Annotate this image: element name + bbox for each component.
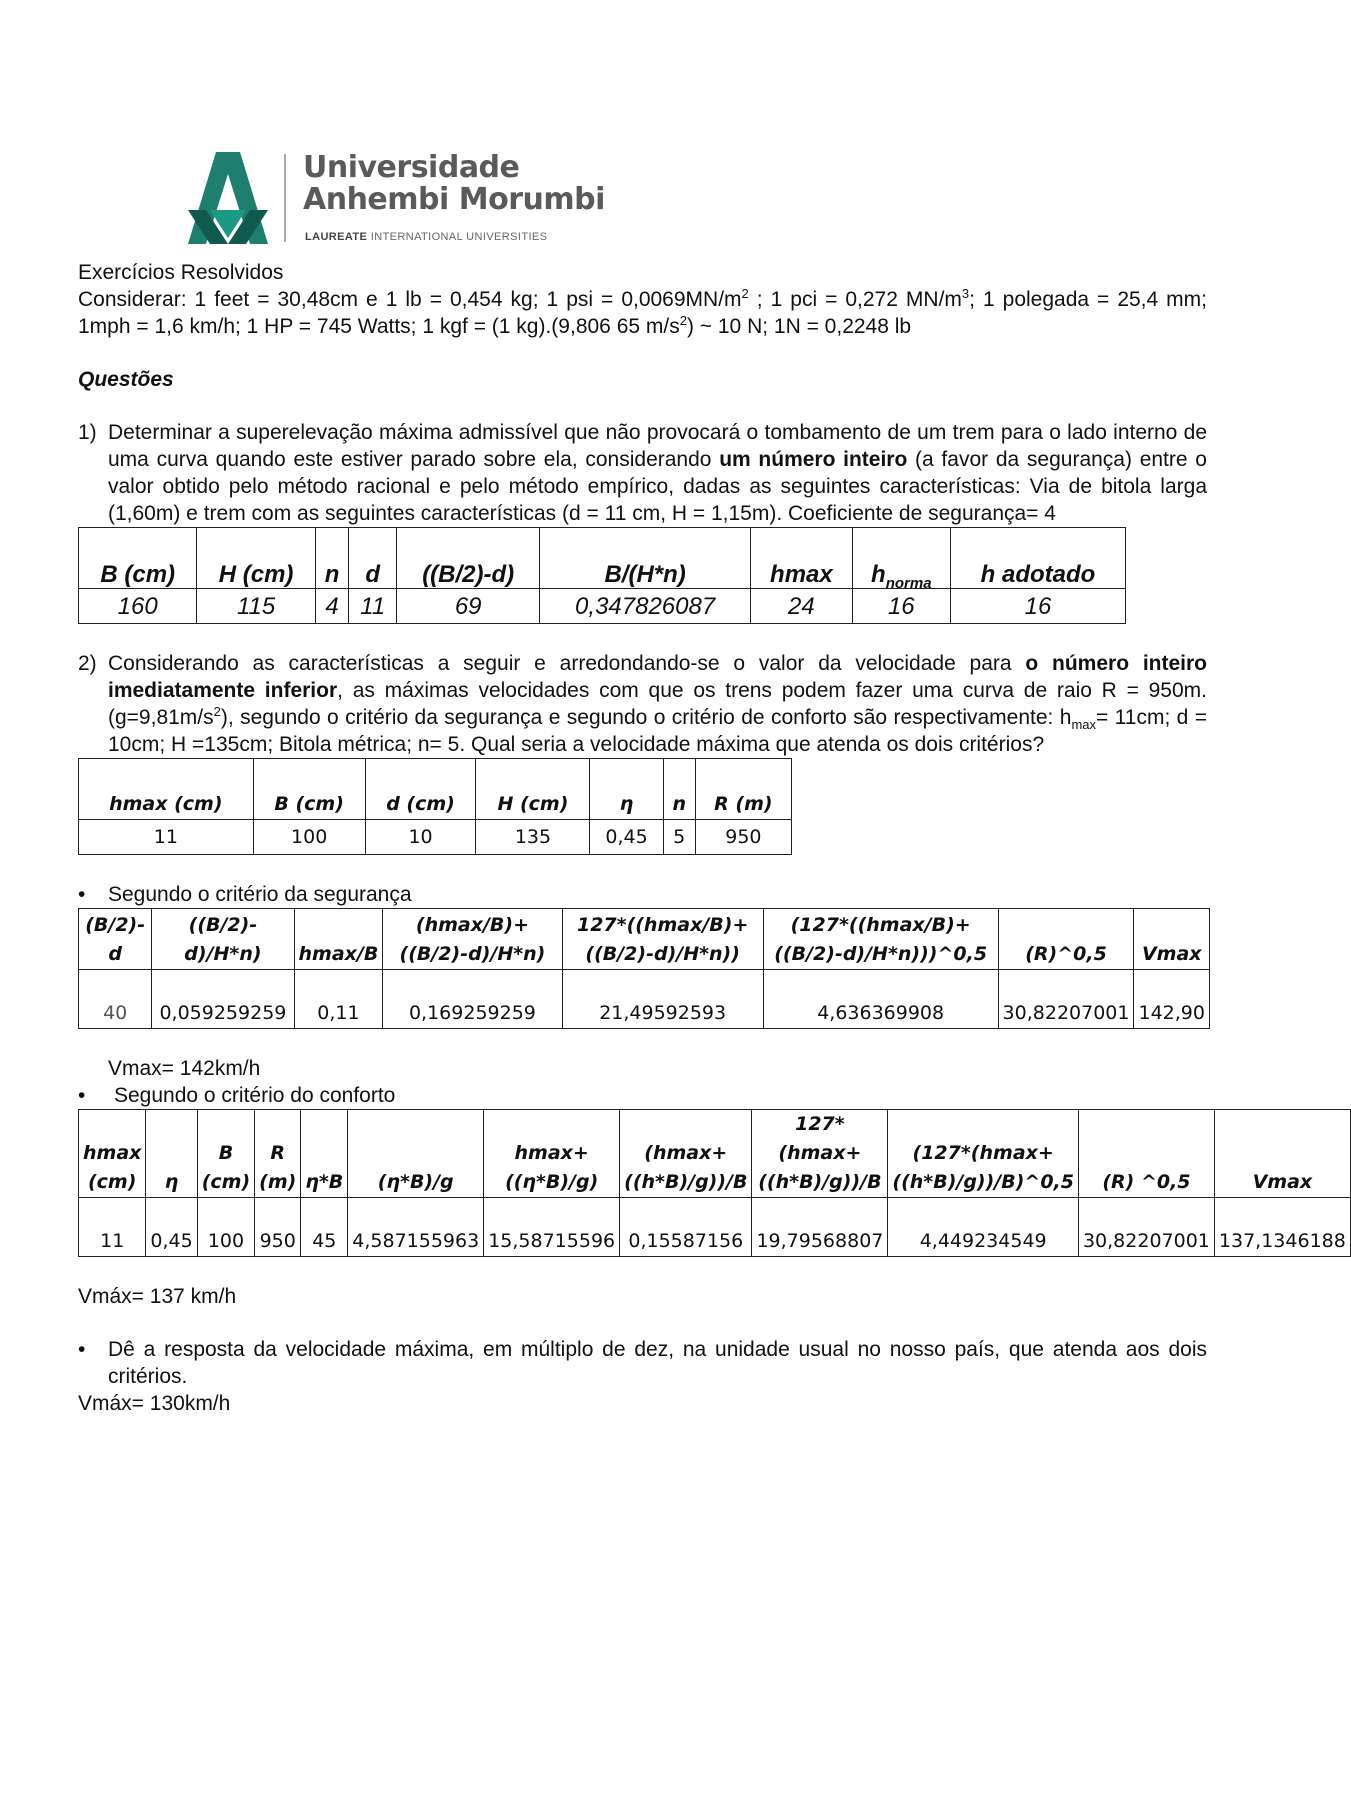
questions-title: Questões [78, 368, 174, 391]
safety-criterion-label: • Segundo o critério da segurança [78, 883, 412, 906]
logo-title-line1: Universidade [303, 150, 520, 185]
table-row: 11 100 10 135 0,45 5 950 [79, 820, 792, 855]
final-result: Vmáx= 130km/h [78, 1392, 231, 1415]
question-2-table: hmax (cm) B (cm) d (cm) H (cm) η n R (m) 11 100 10 135 0,45 5 950 [78, 758, 792, 855]
question-1: 1) Determinar a superelevação máxima admissível que não provocará o tombamento de um trem para o lado interno de uma curva quando este estiver parado sobre ela, considerando um número inteiro (a favor da segurança) entre o valor obtido pelo método racional e pelo método empírico, dadas as seguintes características: Via de bitola larga (1,60m) e trem com as seguintes características (d = 11 cm, H = 1,15m). Coeficiente de segurança= 4 [78, 421, 1207, 525]
comfort-result: Vmáx= 137 km/h [78, 1285, 237, 1308]
logo-tagline: LAUREATE INTERNATIONAL UNIVERSITIES [305, 231, 548, 243]
table-row: 40 0,059259259 0,11 0,169259259 21,49592593 4,636369908 30,82207001 142,90 [79, 970, 1210, 1029]
heading: Exercícios Resolvidos [78, 261, 284, 284]
table-row: 160 115 4 11 69 0,347826087 24 16 16 [79, 589, 1126, 624]
conversion-note: Considerar: 1 feet = 30,48cm e 1 lb = 0,454 kg; 1 psi = $0,0069MN/m^2$ ; 1 pci = 0,272 $MN/m^3$; 1 polegada = 25,4 mm; 1mph = 1,6 km/h; 1 HP = 745 Watts; 1 kgf = (1 kg).(9,806 65 $m/s^2$) ~ 10 N; 1N = 0,2248 lb [78, 286, 1208, 338]
university-logo-mark [188, 152, 268, 244]
document-body [78, 259, 1346, 1417]
question-2: 2) Considerando as características a seguir e arredondando-se o valor da velocidade para o número inteiro imediatamente inferior, as máximas velocidades com que os trens podem fazer uma curva de raio R = 950m. $(g=9,81m/s^2)$, segundo o critério da segurança e segundo o critério de conforto são respectivamente: $h_{max}= 11cm$; d = 10cm; H =135cm; Bitola métrica; n= 5. Qual seria a velocidade máxima que atenda os dois critérios? [78, 652, 1207, 756]
safety-result: Vmax= 142km/h [108, 1057, 261, 1080]
final-question: • Dê a resposta da velocidade máxima, em múltiplo de dez, na unidade usual no nosso país, que atenda aos dois critérios. [78, 1338, 1207, 1388]
logo-title-line2: Anhembi Morumbi [303, 182, 605, 217]
university-logo [188, 150, 608, 250]
table-row: 11 0,45 100 950 45 4,587155963 15,58715596 0,15587156 19,79568807 4,449234549 30,82207001 137,1346188 [79, 1198, 1351, 1257]
safety-criterion-table: (B/2)-d ((B/2)-d)/H*n) hmax/B (hmax/B)+((B/2)-d)/H*n) 127*((hmax/B)+((B/2)-d)/H*n)) (127*((hmax/B)+((B/2)-d)/H*n)))^0,5 (R)^0,5 Vmax 40 0,059259259 0,11 0,169259259 21,49592593 4,636369908 30,82207001 142,90 [78, 908, 1210, 1029]
comfort-criterion-table: hmax (cm) η B (cm) R (m) η*B (η*B)/g hmax+((η*B)/g) (hmax+((h*B)/g))/B 127*(hmax+((h*B)/g))/B (127*(hmax+((h*B)/g))/B)^0,5 (R) ^0,5 Vmax 11 0,45 100 950 45 4,587155963 15,58715596 0,15587156 19,79568807 4,449234549 30,82207001 137,1346188 [78, 1109, 1351, 1257]
logo-separator [284, 154, 286, 242]
question-1-table: B (cm) H (cm) n d ((B/2)-d) B/(H*n) hmax $h_{norma}$ h adotado 160 115 4 11 69 0,347826087 24 16 16 [78, 527, 1126, 624]
comfort-criterion-label: • Segundo o critério do conforto [78, 1084, 396, 1107]
